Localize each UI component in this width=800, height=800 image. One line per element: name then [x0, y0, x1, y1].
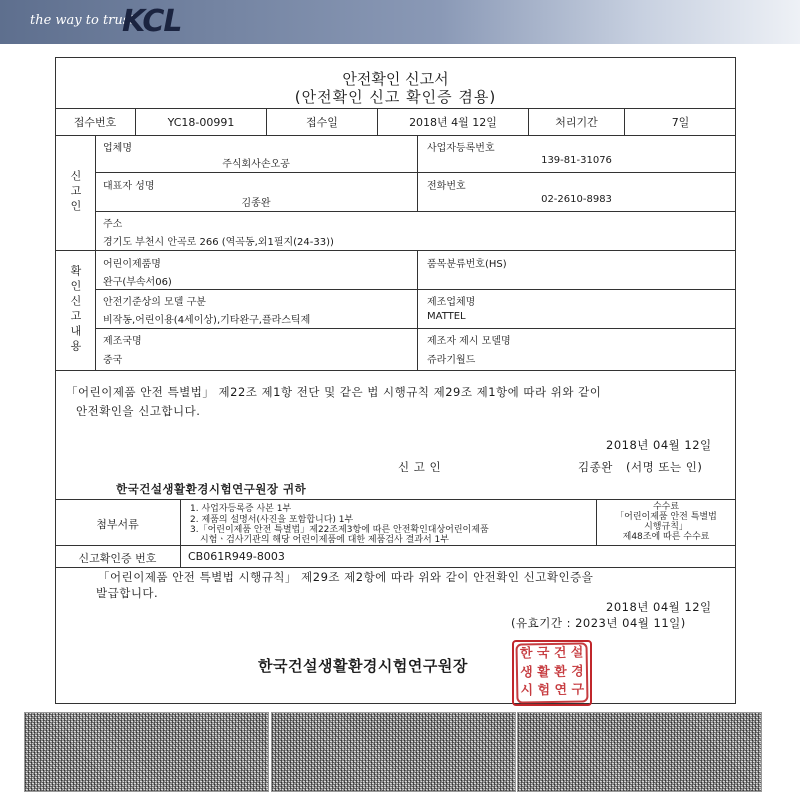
- seal-char: 건: [553, 645, 567, 661]
- process-period-label: 처리기간: [529, 109, 625, 135]
- model-class-value: 비작동,어린이용(4세이상),기타완구,플라스틱제: [103, 315, 311, 326]
- seal-char: 생: [520, 664, 533, 681]
- declarant-section-label: 신고인: [55, 135, 96, 250]
- fee-line-2: 시행규칙」: [644, 522, 688, 532]
- seal-char: 구: [571, 682, 585, 698]
- seal-char: 국: [536, 646, 550, 662]
- bizno-value: 139-81-31076: [541, 155, 612, 166]
- fee-title: 수수료: [652, 502, 680, 512]
- ceo-label: 대표자 성명: [103, 181, 155, 192]
- seal-char: 경: [571, 664, 584, 680]
- model-class-label: 안전기준상의 모델 구분: [103, 297, 206, 308]
- confirm-text-2: 발급합니다.: [96, 586, 159, 600]
- attachment-item-1: 1. 사업자등록증 사본 1부: [190, 504, 292, 514]
- receipt-no-label: 접수번호: [55, 109, 136, 135]
- kcl-logo: KCL: [122, 4, 182, 39]
- hs-label: 품목분류번호(HS): [427, 259, 507, 270]
- seal-char: 한: [519, 646, 533, 662]
- seal-char: 설: [570, 645, 584, 661]
- ceo-value: 김종완: [241, 198, 271, 209]
- security-pattern-left: [24, 712, 269, 792]
- seal-char: 험: [537, 683, 551, 699]
- recipient: 한국건설생활환경시험연구원장 귀하: [116, 482, 307, 496]
- product-value: 완구(부속서06): [103, 277, 172, 288]
- attachment-item-3: 3.「어린이제품 안전 특별법」제22조제3항에 따른 안전확인대상어린이제품: [190, 525, 489, 535]
- declaration-date: 2018년 04월 12일: [606, 438, 712, 452]
- phone-label: 전화번호: [427, 181, 466, 192]
- fee-line-3: 제48조에 따른 수수료: [622, 532, 710, 542]
- company-label: 업체명: [103, 143, 132, 154]
- maker-label: 제조업체명: [427, 297, 476, 308]
- country-label: 제조국명: [103, 336, 142, 347]
- seal-char: 연: [554, 683, 568, 699]
- product-label: 어린이제품명: [103, 259, 161, 270]
- header-tagline: the way to trust: [30, 13, 135, 28]
- address-value: 경기도 부천시 안곡로 266 (역곡동,외1필지(24-33)): [103, 237, 334, 248]
- fee-line-1: 「어린이제품 안전 특별법: [615, 512, 717, 522]
- model-name-value: 쥬라기월드: [427, 355, 476, 366]
- header-banner: [0, 0, 800, 44]
- form-subtitle: (안전확인 신고 확인증 겸용): [294, 88, 497, 106]
- signer-name: 김종완: [578, 460, 613, 474]
- model-name-label: 제조자 제시 모델명: [427, 336, 511, 347]
- confirm-date: 2018년 04월 12일: [606, 600, 712, 614]
- attachments-label: 첨부서류: [96, 518, 139, 531]
- company-value: 주식회사손오공: [222, 159, 290, 170]
- country-value: 중국: [103, 355, 123, 366]
- declaration-text-1: 「어린이제품 안전 특별법」 제22조 제1항 전단 및 같은 법 시행규칙 제29조 제1항에 따라 위와 같이: [66, 385, 602, 399]
- attachment-item-2: 2. 제품의 설명서(사진을 포함합니다) 1부: [190, 515, 354, 525]
- bizno-label: 사업자등록번호: [427, 143, 495, 154]
- confirm-no-label: 신고확인증 번호: [78, 552, 157, 565]
- receipt-row: [55, 108, 736, 136]
- issuer-name: 한국건설생활환경시험연구원장: [258, 657, 468, 675]
- attachment-item-4: 시험ㆍ검사기관의 해당 어린이제품에 대한 제품검사 결과서 1부: [200, 535, 449, 545]
- seal-char: 환: [554, 664, 567, 680]
- receipt-date-label: 접수일: [267, 109, 378, 135]
- seal-char: 활: [537, 664, 550, 680]
- signer-label: 신 고 인: [398, 460, 442, 474]
- receipt-date-value: 2018년 4월 12일: [378, 109, 529, 135]
- declaration-text-2: 안전확인을 신고합니다.: [76, 404, 201, 418]
- sign-note: (서명 또는 인): [626, 460, 703, 474]
- form-title: 안전확인 신고서: [342, 70, 449, 88]
- maker-value: MATTEL: [427, 311, 466, 322]
- confirm-text-1: 「어린이제품 안전 특별법 시행규칙」 제29조 제2항에 따라 위와 같이 안전확인 신고확인증을: [98, 570, 594, 584]
- official-seal: [515, 642, 588, 703]
- validity-period: (유효기간 : 2023년 04월 11일): [511, 616, 686, 630]
- content-section-label: 확인신고내용: [55, 250, 96, 370]
- receipt-no-value: YC18-00991: [136, 109, 267, 135]
- confirm-no-value: CB061R949-8003: [188, 550, 285, 563]
- process-period-value: 7일: [671, 116, 690, 129]
- address-label: 주소: [103, 219, 123, 230]
- security-pattern-center: [271, 712, 516, 792]
- seal-char: 시: [520, 683, 534, 699]
- phone-value: 02-2610-8983: [541, 194, 612, 205]
- security-pattern-right: [517, 712, 762, 792]
